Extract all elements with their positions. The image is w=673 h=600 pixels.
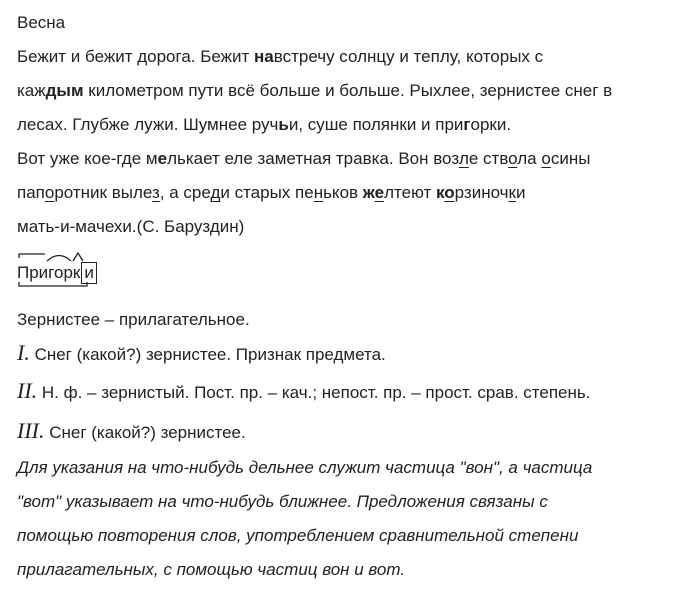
analysis-item-2: [17, 380, 590, 404]
text-fragment: е ств: [468, 149, 509, 168]
text-line: [17, 216, 244, 238]
text-fragment: е: [157, 149, 168, 168]
morpheme-word: [17, 262, 97, 284]
text-fragment: ь: [278, 115, 289, 134]
text-fragment: к: [435, 183, 445, 202]
word-stem: Пригорк: [17, 263, 81, 282]
text-fragment: каж: [17, 81, 46, 100]
note-line: помощью повторения слов, употреблением сравнительной степени: [17, 526, 579, 545]
note-line: "вот" указывает на что-нибудь ближнее. Предложения связаны с: [17, 492, 548, 511]
analysis-title: Зернистее – прилагательное.: [17, 310, 250, 329]
text-line: [17, 80, 612, 102]
text-title: Весна: [17, 13, 66, 32]
analysis-item-1: [17, 342, 386, 366]
note-line: прилагательных, с помощью частиц вон и вот.: [17, 560, 406, 579]
text-line: [17, 114, 511, 136]
text-fragment: и: [515, 183, 526, 202]
text-line: [17, 148, 590, 170]
text-fragment: ж: [362, 183, 375, 202]
text-fragment: километром пути всё больше и больше. Рыхлее, зернистее снег в: [83, 81, 613, 100]
text-line: [17, 182, 525, 204]
text-fragment: л: [458, 149, 469, 168]
text-fragment: о: [508, 149, 518, 168]
analysis-item-3: [17, 420, 246, 444]
text-fragment: з: [151, 183, 160, 202]
text-fragment: н: [313, 183, 324, 202]
text-fragment: встречу солнцу и теплу, которых с: [273, 47, 544, 66]
note-line: Для указания на что-нибудь дельнее служит частица "вон", а частица: [17, 458, 593, 477]
text-fragment: орки.: [470, 115, 512, 134]
text-fragment: г: [463, 115, 471, 134]
text-fragment: к: [508, 183, 516, 202]
text-fragment: и старых пе: [220, 183, 314, 202]
text-fragment: рзиноч: [454, 183, 509, 202]
analysis-number: III.: [17, 418, 45, 443]
text-fragment: мать-и-мачехи.(С. Баруздин): [17, 217, 245, 236]
text-line: [17, 46, 543, 68]
analysis-text: Снег (какой?) зернистее.: [49, 423, 246, 442]
text-fragment: о: [541, 149, 551, 168]
text-fragment: пап: [17, 183, 45, 202]
text-fragment: лтеют: [384, 183, 436, 202]
text-fragment: дым: [45, 81, 84, 100]
analysis-number: II.: [17, 378, 38, 403]
text-fragment: ротник выле: [54, 183, 152, 202]
analysis-text: Н. ф. – зернистый. Пост. пр. – кач.; непост. пр. – прост. срав. степень.: [41, 383, 591, 402]
analysis-number: I.: [17, 340, 30, 365]
analysis-text: Снег (какой?) зернистее. Признак предмета.: [34, 345, 386, 364]
text-fragment: лесах. Глубже лужи. Шумнее руч: [17, 115, 279, 134]
text-fragment: о: [444, 183, 455, 202]
morpheme-analysis: [17, 252, 157, 294]
text-fragment: и, суше полянки и при: [288, 115, 464, 134]
text-fragment: ла: [517, 149, 542, 168]
text-fragment: лькает еле заметная травка. Вон воз: [167, 149, 459, 168]
word-ending: и: [81, 262, 97, 284]
text-fragment: Бежит и бежит дорога. Бежит: [17, 47, 255, 66]
text-fragment: д: [210, 183, 221, 202]
text-fragment: ьков: [323, 183, 363, 202]
text-fragment: , а сре: [159, 183, 211, 202]
text-fragment: о: [44, 183, 55, 202]
text-fragment: сины: [550, 149, 591, 168]
text-fragment: Вот уже кое-где м: [17, 149, 158, 168]
text-fragment: на: [254, 47, 274, 66]
text-fragment: е: [374, 183, 385, 202]
